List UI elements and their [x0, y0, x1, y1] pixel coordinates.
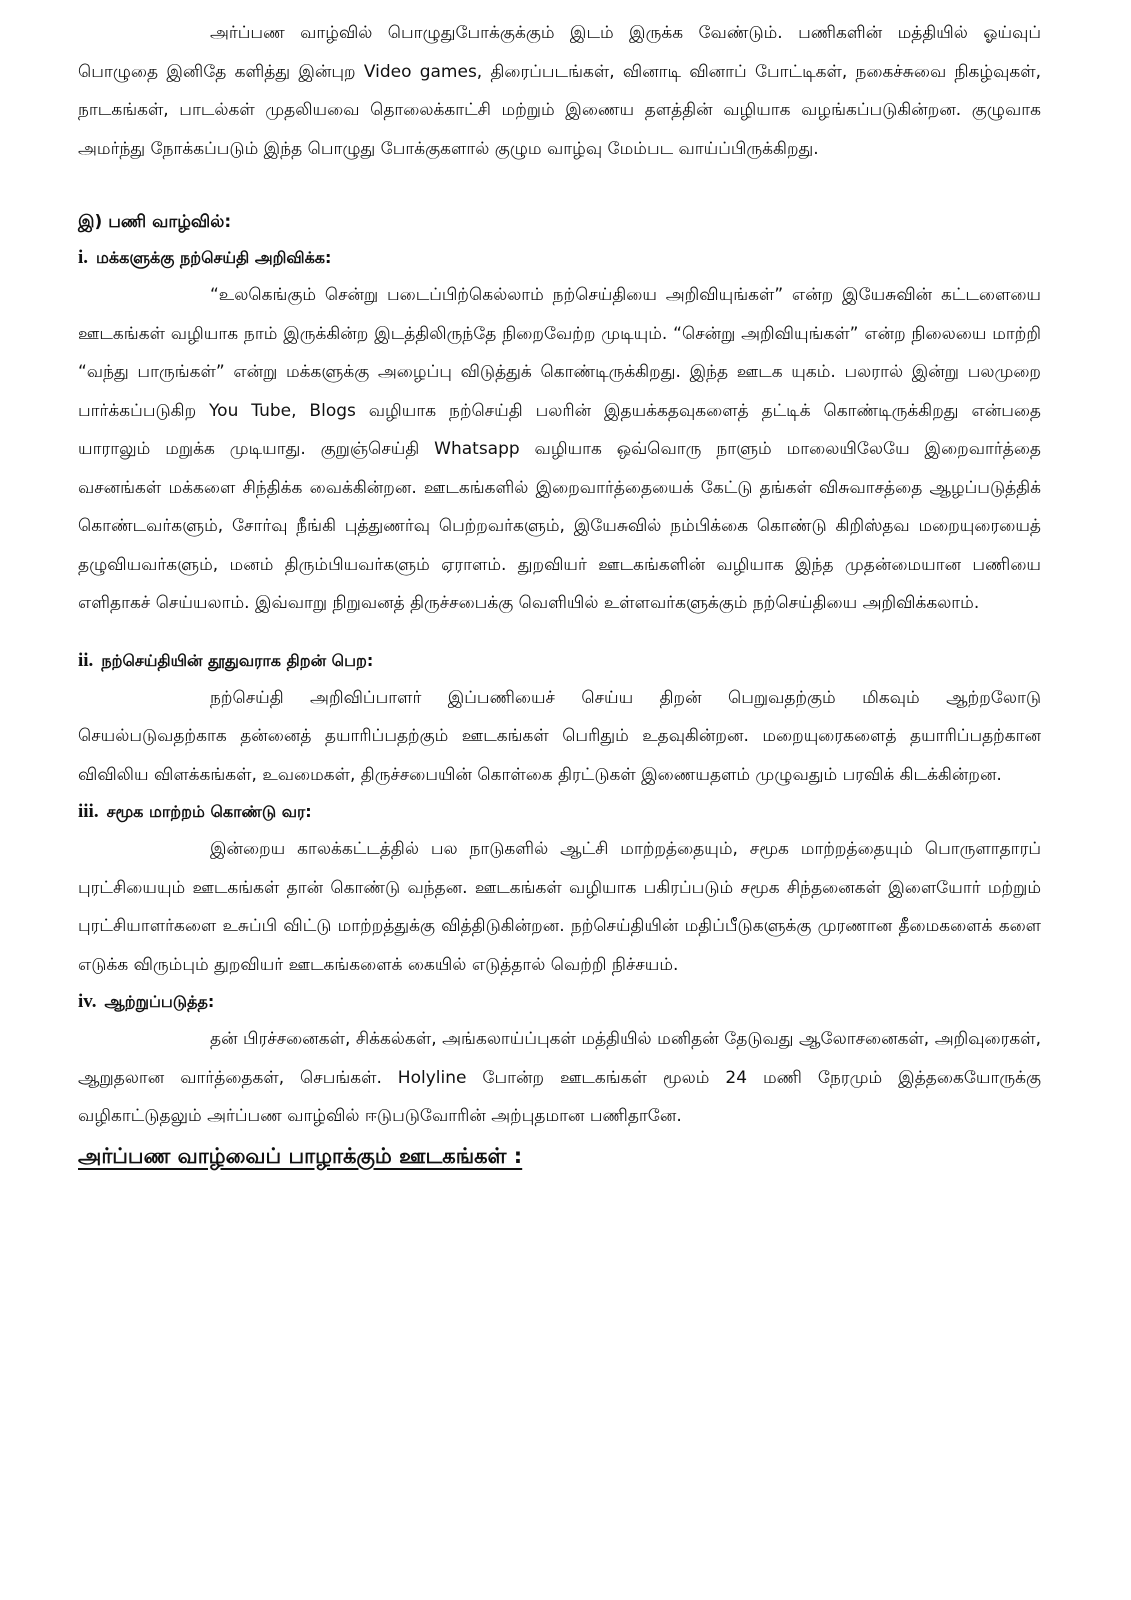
- subsection-title: சமூக மாற்றம் கொண்டு வர:: [106, 802, 312, 821]
- subsection-title: நற்செய்தியின் தூதுவராக திறன் பெற:: [101, 650, 374, 670]
- section-heading-ministry-life: இ) பணி வாழ்வில்:: [78, 212, 232, 232]
- paragraph-social-change: இன்றைய காலக்கட்டத்தில் பல நாடுகளில் ஆட்சி மாற்றத்தையும், சமூக மாற்றத்தையும் பொருளாதாரப் புரட்சியையும் ஊடகங்கள் தான் கொண்டு வந்தன. ஊடகங்கள் வழியாக பகிரப்படும் சமூக சிந்தனைகள் இளையோர் மற்றும் புரட்சியாளர்களை உசுப்பி விட்டு மாற்றத்துக்கு வித்திடுகின்றன. நற்செய்தியின் மதிப்பீடுகளுக்கு முரணான தீமைகளைக் களை எடுக்க விரும்பும் துறவியர் ஊடகங்களைக் கையில் எடுத்தால் வெற்றி நிச்சயம்.: [78, 839, 1041, 975]
- spacer: [78, 168, 1041, 200]
- paragraph-messenger-skill: நற்செய்தி அறிவிப்பாளர் இப்பணியைச் செய்ய திறன் பெறுவதற்கும் மிகவும் ஆற்றலோடு செயல்படுவதற்காக தன்னைத் தயாரிப்பதற்கும் ஊடகங்கள் பெரிதும் உதவுகின்றன. மறையுரைகளைத் தயாரிப்பதற்கான விவிலிய விளக்கங்கள், உவமைகள், திருச்சபையின் கொள்கை திரட்டுகள் இணையதளம் முழுவதும் பரவிக் கிடக்கின்றன.: [78, 687, 1041, 785]
- subsection-heading-announce-gospel: [78, 240, 1041, 276]
- spacer: [78, 623, 1041, 643]
- subsection-title: மக்களுக்கு நற்செய்தி அறிவிக்க:: [96, 248, 332, 267]
- document-page: [78, 14, 1041, 1176]
- subsection-heading-counsel: [78, 984, 1041, 1020]
- heading-harmful-media: அர்ப்பண வாழ்வைப் பாழாக்கும் ஊடகங்கள் :: [78, 1143, 523, 1168]
- subsection-title: ஆற்றுப்படுத்த:: [104, 992, 215, 1011]
- paragraph-announce-gospel: “உலகெங்கும் சென்று படைப்பிற்கெல்லாம் நற்செய்தியை அறிவியுங்கள்” என்ற இயேசுவின் கட்டளையை ஊடகங்கள் வழியாக நாம் இருக்கின்ற இடத்திலிருந்தே நிறைவேற்ற முடியும். “சென்று அறிவியுங்கள்” என்ற நிலையை மாற்றி “வந்து பாருங்கள்” என்று மக்களுக்கு அழைப்பு விடுத்துக் கொண்டிருக்கிறது. இந்த ஊடக யுகம். பலரால் இன்று பலமுறை பார்க்கப்படுகிற You Tube, Blogs வழியாக நற்செய்தி பலரின் இதயக்கதவுகளைத் தட்டிக் கொண்டிருக்கிறது என்பதை யாராலும் மறுக்க முடியாது. குறுஞ்செய்தி Whatsapp வழியாக ஒவ்வொரு நாளும் மாலையிலேயே இறைவார்த்தை வசனங்கள் மக்களை சிந்திக்க வைக்கின்றன. ஊடகங்களில் இறைவார்த்தையைக் கேட்டு தங்கள் விசுவாசத்தை ஆழப்படுத்திக் கொண்டவர்களும், சோர்வு நீங்கி புத்துணர்வு பெற்றவர்களும், இயேசுவில் நம்பிக்கை கொண்டு கிறிஸ்தவ மறையுரையைத் தழுவியவர்களும், மனம் திரும்பியவர்களும் ஏராளம். துறவியர் ஊடகங்களின் வழியாக இந்த முதன்மையான பணியை எளிதாகச் செய்யலாம். இவ்வாறு நிறுவனத் திருச்சபைக்கு வெளியில் உள்ளவர்களுக்கும் நற்செய்தியை அறிவிக்கலாம்.: [78, 285, 1041, 613]
- subsection-number: iii.: [78, 801, 99, 822]
- subsection-heading-social-change: [78, 794, 1041, 830]
- subsection-number: ii.: [78, 649, 94, 671]
- subsection-heading-messenger-skill: [78, 643, 1041, 679]
- subsection-number: i.: [78, 247, 89, 268]
- paragraph-counsel: தன் பிரச்சனைகள், சிக்கல்கள், அங்கலாய்ப்புகள் மத்தியில் மனிதன் தேடுவது ஆலோசனைகள், அறிவுரைகள், ஆறுதலான வார்த்தைகள், செபங்கள். Holyline போன்ற ஊடகங்கள் மூலம் 24 மணி நேரமும் இத்தகையோருக்கு வழிகாட்டுதலும் அர்ப்பண வாழ்வில் ஈடுபடுவோரின் அற்புதமான பணிதானே.: [78, 1029, 1041, 1126]
- subsection-number: iv.: [78, 991, 97, 1012]
- paragraph-leisure: அர்ப்பண வாழ்வில் பொழுதுபோக்குக்கும் இடம் இருக்க வேண்டும். பணிகளின் மத்தியில் ஓய்வுப் பொழுதை இனிதே களித்து இன்புற Video games, திரைப்படங்கள், வினாடி வினாப் போட்டிகள், நகைச்சுவை நிகழ்வுகள், நாடகங்கள், பாடல்கள் முதலியவை தொலைக்காட்சி மற்றும் இணைய தளத்தின் வழியாக வழங்கப்படுகின்றன. குழுவாக அமர்ந்து நோக்கப்படும் இந்த பொழுது போக்குகளால் குழும வாழ்வு மேம்பட வாய்ப்பிருக்கிறது.: [78, 23, 1041, 159]
